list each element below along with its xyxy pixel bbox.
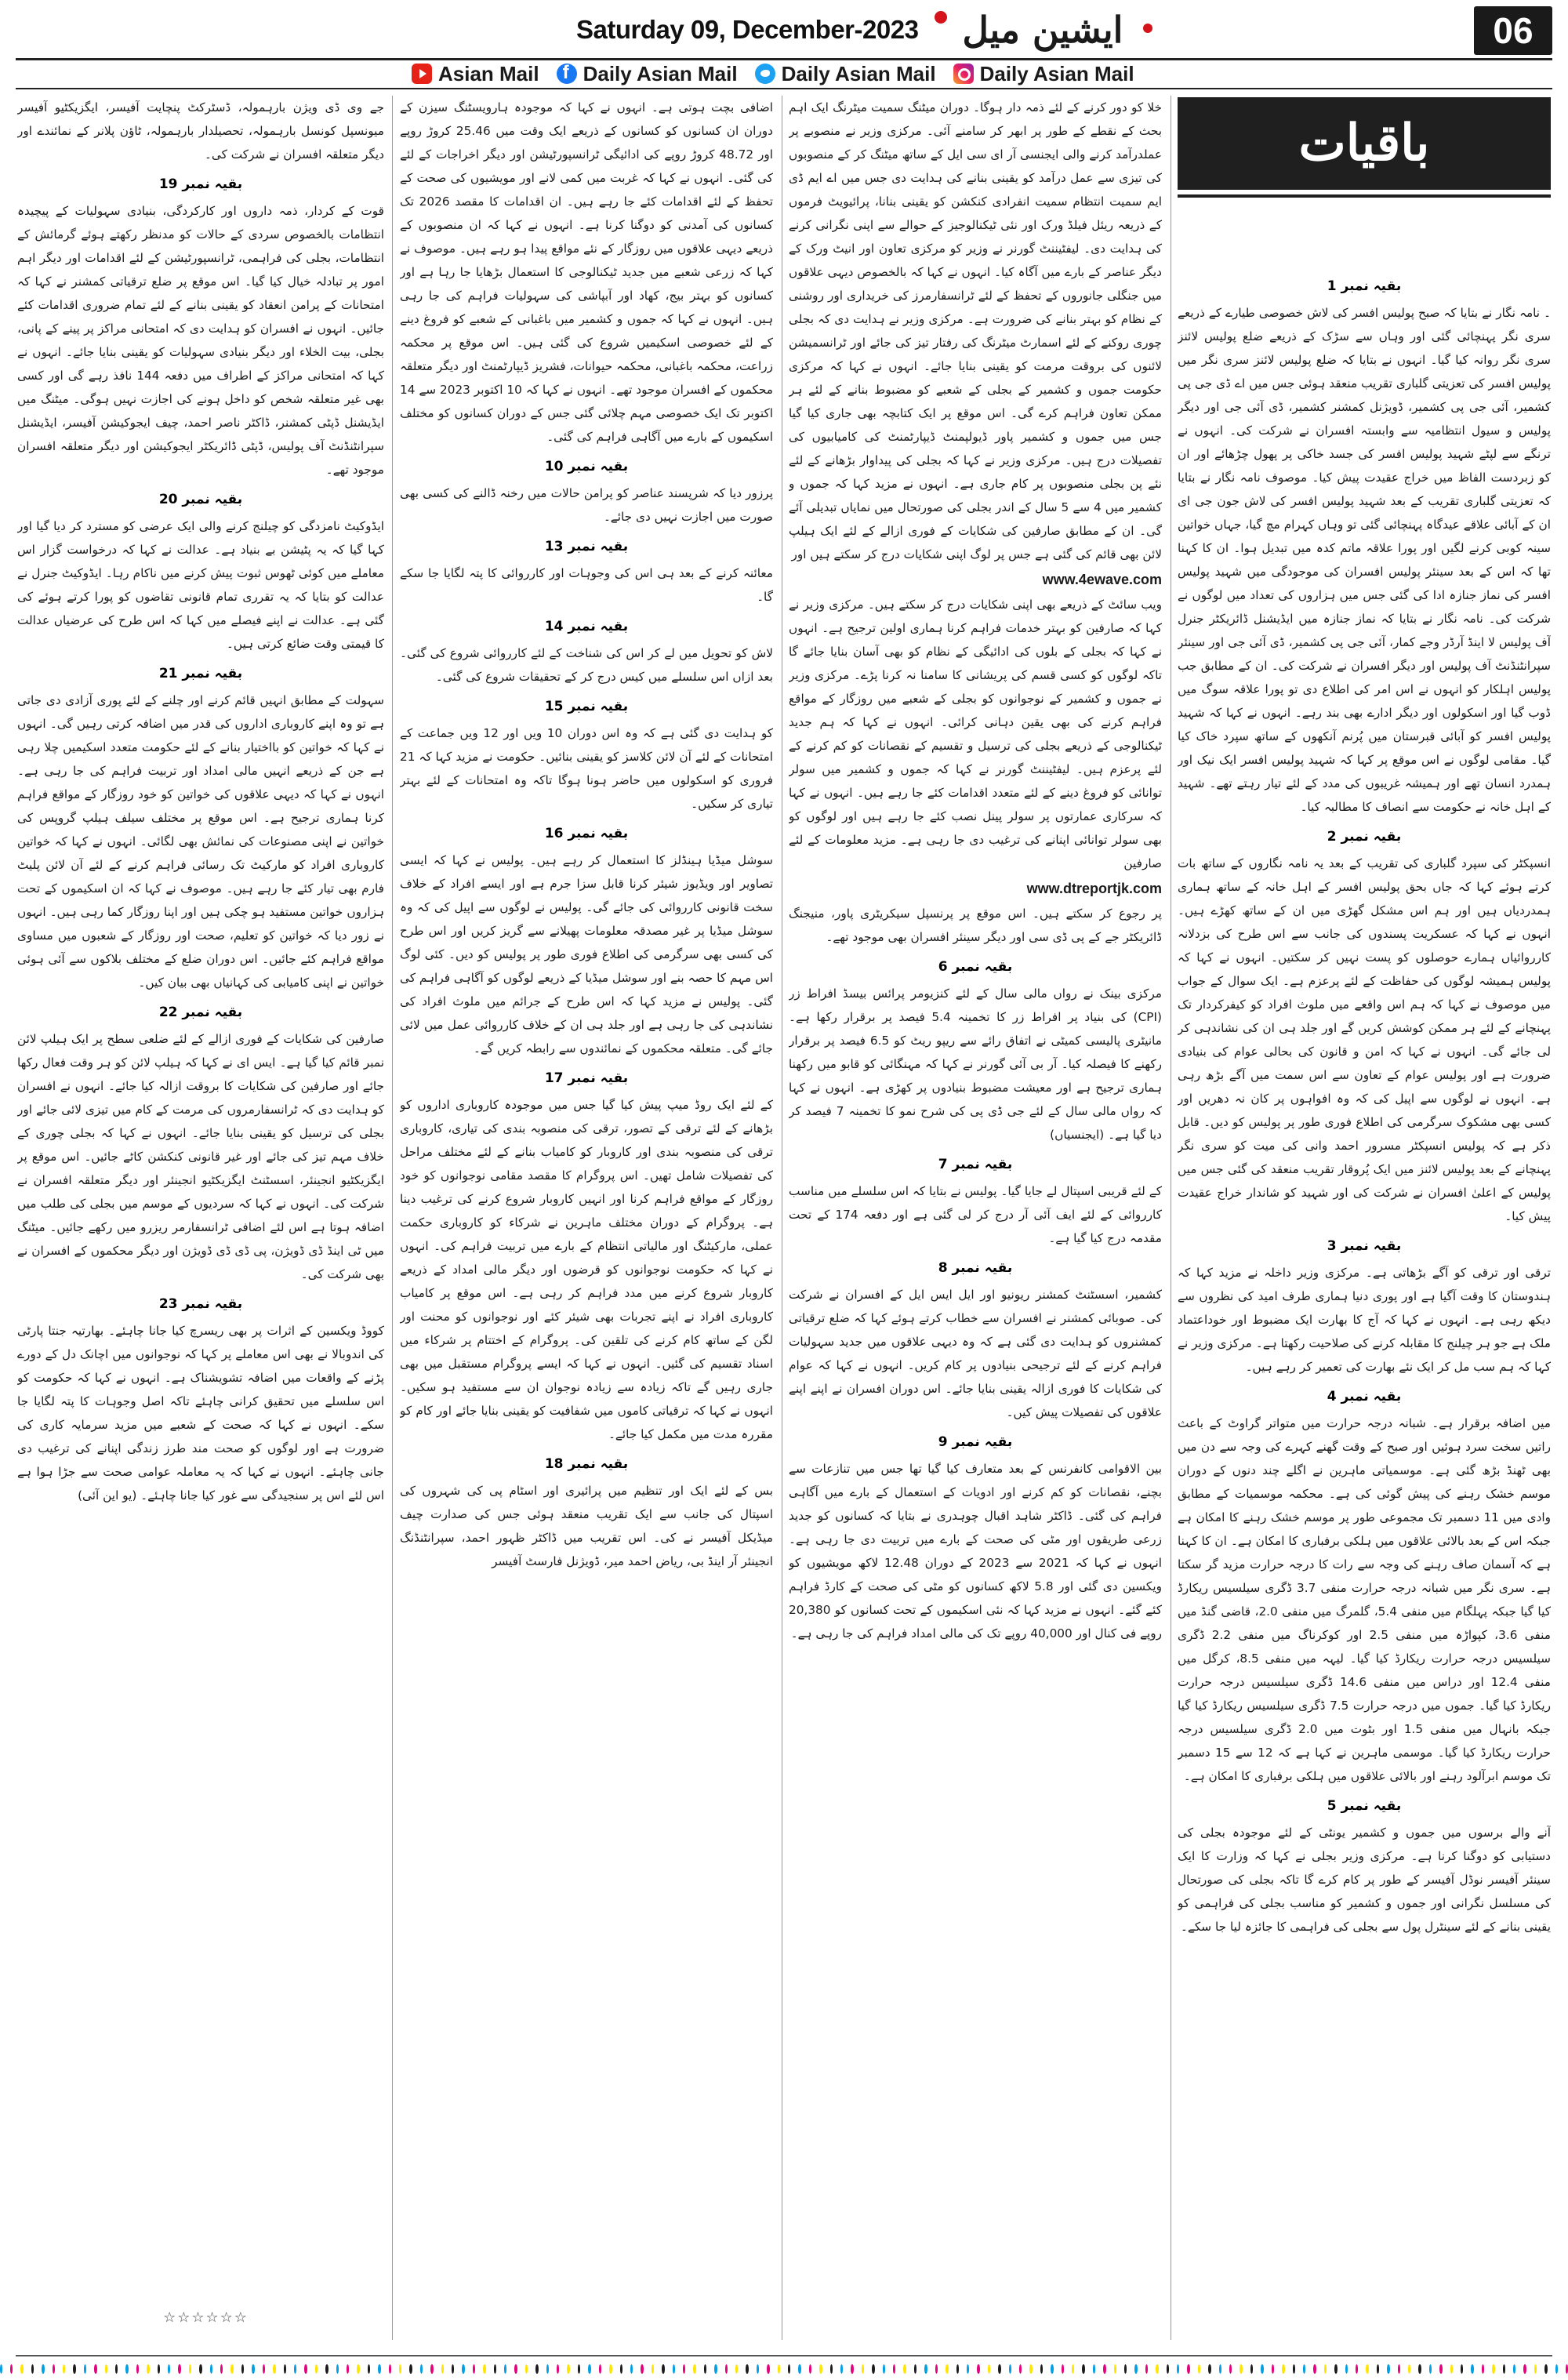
article-text: ایڈوکیٹ نامزدگی کو چیلنج کرنے والی ایک عرضی کو مسترد کر دیا گیا اور کہا گیا کہ یہ پٹیشن بے بنیاد ہے۔ عدالت نے کہا کہ درخواست گزار اس معاملے میں کوئی ٹھوس ثبوت پیش کرنے میں ناکام رہا۔ ایڈوکیٹ جنرل نے عدالت کو بتایا کہ یہ تقرری تمام قانونی تقاضوں کو پورا کرتے ہوئے کی گئی ہے۔ عدالت نے اپنے فیصلے میں کہا کہ اس طرح کی عرضیاں عدالت کا قیمتی وقت ضائع کرتی ہیں۔ xyxy=(17,519,384,651)
registration-dot xyxy=(578,2364,580,2374)
registration-dot xyxy=(1062,2364,1064,2374)
registration-dot xyxy=(1282,2364,1284,2374)
instagram-icon xyxy=(953,64,974,84)
article-text: اضافی بچت ہوتی ہے۔ انہوں نے کہا کہ موجودہ ہارویسٹنگ سیزن کے دوران ان کسانوں کو کسانوں کے ذریعے ایک وقت میں 25.46 کروڑ روپے اور 48.72 کروڑ روپے کی ادائیگی ٹرانسپورٹیشن اور دیگر اخراجات کے لئے کی گئی۔ انہوں نے کہا کہ غربت میں کمی لانے اور مویشیوں کی صحت کے تحفظ کے لئے اقدامات کئے جا رہے ہیں۔ ان اقدامات کا مقصد 2026 تک کسانوں کی آمدنی کو دوگنا کرنا ہے۔ انہوں نے کہا کہ ان منصوبوں کے ذریعے دیہی علاقوں میں روزگار کے نئے مواقع پیدا ہو رہے ہیں۔ موصوف نے کہا کہ زرعی شعبے میں جدید ٹیکنالوجی کا استعمال بڑھایا جا رہا ہے اور کسانوں کو بہتر بیج، کھاد اور آبپاشی کی سہولیات فراہم کی جا رہی ہیں۔ انہوں نے کہا کہ جموں و کشمیر میں باغبانی کے شعبے کو فروغ دینے کے لئے خصوصی اسکیمیں شروع کی گئی ہیں۔ اس موقع پر محکمہ زراعت، محکمہ باغبانی، محکمہ حیوانات، فشریز ڈیپارٹمنٹ اور دیگر متعلقہ محکموں کے افسران موجود تھے۔ انہوں نے کہا کہ 10 اکتوبر 2023 سے 14 اکتوبر تک ایک خصوصی مہم چلائی گئی جس کے دوران کسانوں کو مختلف اسکیموں کے بارے میں آگاہی فراہم کی گئی۔ xyxy=(400,100,773,444)
registration-dot xyxy=(725,2364,728,2374)
registration-dot xyxy=(115,2364,118,2374)
registration-dot xyxy=(494,2364,496,2374)
article-text: میں اضافہ برقرار ہے۔ شبانہ درجہ حرارت میں متواتر گراوٹ کے باعث راتیں سخت سرد ہوئیں اور صبح کے وقت گھنے کہرے کی وجہ سے دن میں بھی ٹھنڈ بڑھ گئی ہے۔ موسمیاتی ماہرین نے اگلے چند دنوں کے دوران موسم خشک رہنے کی پیش گوئی کی ہے۔ محکمہ موسمیات کے مطابق وادی میں 11 دسمبر تک مجموعی طور پر موسم خشک رہنے کا امکان ہے جبکہ اس کے بعد بالائی علاقوں میں ہلکی برفباری کا امکان ہے۔ ان کا کہنا ہے کہ آسمان صاف رہنے کی وجہ سے رات کا درجہ حرارت مزید گر سکتا ہے۔ سری نگر میں شبانہ درجہ حرارت منفی 3.7 ڈگری سیلسیس ریکارڈ کیا گیا جبکہ پہلگام میں منفی 5.4، گلمرگ میں منفی 2.0، قاضی گنڈ میں منفی 3.6، کپواڑہ میں منفی 2.5 اور کوکرناگ میں منفی 2.2 ڈگری سیلسیس درجہ حرارت ریکارڈ کیا گیا۔ لیہہ میں منفی 8.5، کرگل میں منفی 12.4 اور دراس میں منفی 14.6 ڈگری سیلسیس درجہ حرارت ریکارڈ کیا گیا۔ جموں میں درجہ حرارت 7.5 ڈگری سیلسیس ریکارڈ کیا گیا جبکہ بانہال میں منفی 1.5 اور بٹوت میں 2.0 ڈگری سیلسیس درجہ حرارت ریکارڈ کیا گیا۔ موسمی ماہرین نے کہا ہے کہ 12 سے 15 دسمبر تک موسم ابرآلود رہنے اور بالائی علاقوں میں ہلکی برفباری کا امکان ہے۔ xyxy=(1178,1416,1551,1783)
continuation-heading: بقیہ نمبر 10 xyxy=(544,459,629,474)
registration-dot xyxy=(735,2364,738,2374)
article-text: بس کے لئے ایک اور تنظیم میں پرائیری اور اسٹام پی کی شہروں کی اسپتال کی جانب سے ایک تقریب منعقد ہوئی جس کی صدارت چیف میڈیکل آفیسر نے کی۔ اس تقریب میں ڈاکٹر ظہور احمد، سپرانٹنڈنگ انجینئر آر اینڈ بی، ریاض احمد میر، ڈویژنل فارسٹ آفیسر xyxy=(400,1484,773,1568)
registration-dot xyxy=(53,2364,55,2374)
registration-dot xyxy=(704,2364,706,2374)
registration-dot xyxy=(325,2364,328,2374)
registration-dot xyxy=(819,2364,822,2374)
article-text: جے وی ڈی ویژن بارہمولہ، ڈسٹرکٹ پنچایت آفیسر، ایگزیکٹیو آفیسر میونسپل کونسل بارہمولہ، تحصیلدار بارہمولہ، ٹاؤن پلانر کے نمائندے اور دیگر متعلقہ افسران نے شرکت کی۔ xyxy=(17,100,384,162)
registration-dot xyxy=(1124,2364,1127,2374)
registration-dot xyxy=(189,2364,191,2374)
registration-dot xyxy=(336,2364,339,2374)
registration-dot xyxy=(1492,2364,1494,2374)
registration-dot xyxy=(230,2364,233,2374)
registration-dot xyxy=(1513,2364,1515,2374)
registration-dot xyxy=(347,2364,349,2374)
registration-dot xyxy=(84,2364,86,2374)
registration-dot xyxy=(1177,2364,1179,2374)
registration-dot xyxy=(1261,2364,1263,2374)
registration-dot xyxy=(1208,2364,1210,2374)
article-text: سوشل میڈیا ہینڈلز کا استعمال کر رہے ہیں۔ پولیس نے کہا کہ ایسی تصاویر اور ویڈیوز شیئر کرنا قابل سزا جرم ہے اور ایسے افراد کے خلاف سخت قانونی کارروائی کی جائے گی۔ پولیس نے لوگوں سے اپیل کی کہ وہ سوشل میڈیا پر غیر مصدقہ معلومات پھیلانے سے گریز کریں اور اس طرح کی کسی بھی سرگرمی کی اطلاع فوری طور پر پولیس کو دیں۔ کئی لوگ اس مہم کا حصہ بنے اور سوشل میڈیا کے ذریعے لوگوں کو آگاہی فراہم کی گئی۔ پولیس نے مزید کہا کہ اس طرح کے جرائم میں ملوث افراد کی نشاندہی کی جا رہی ہے اور جلد ہی ان کے خلاف کارروائی عمل میں لائی جائے گی۔ متعلقہ محکموں کے نمائندوں سے رابطہ کریں گے۔ xyxy=(400,853,773,1056)
column-divider xyxy=(392,96,393,2340)
registration-dot xyxy=(935,2364,938,2374)
registration-dot xyxy=(430,2364,433,2374)
registration-dot xyxy=(1009,2364,1011,2374)
registration-dot xyxy=(525,2364,528,2374)
continuation-heading: بقیہ نمبر 14 xyxy=(544,619,629,634)
registration-dot xyxy=(862,2364,864,2374)
registration-dot xyxy=(136,2364,139,2374)
registration-dot xyxy=(1093,2364,1095,2374)
continuation-heading: بقیہ نمبر 17 xyxy=(544,1070,629,1086)
registration-dot xyxy=(630,2364,633,2374)
registration-dot xyxy=(673,2364,675,2374)
registration-dot xyxy=(1398,2364,1400,2374)
registration-dot xyxy=(1356,2364,1358,2374)
registration-dot xyxy=(662,2364,664,2374)
article-text: ترقی اور ترقی کو آگے بڑھاتی ہے۔ مرکزی وزیر داخلہ نے مزید کہا کہ ہندوستان کا وقت آگیا ہے اور پوری دنیا ہماری طرف امید کی نظروں سے دیکھ رہی ہے۔ انہوں نے کہا کہ آج کا بھارت ایک مضبوط اور خوداعتماد ملک ہے جو ہر چیلنج کا مقابلہ کرنے کی صلاحیت رکھتا ہے۔ مرکزی وزیر نے کہا کہ ہم سب مل کر ایک نئے بھارت کی تعمیر کر رہے ہیں۔ xyxy=(1178,1266,1551,1374)
registration-dot xyxy=(452,2364,454,2374)
registration-dot xyxy=(241,2364,244,2374)
registration-dot xyxy=(557,2364,559,2374)
registration-dot xyxy=(315,2364,318,2374)
social-label: Daily Asian Mail xyxy=(781,61,936,85)
registration-dot xyxy=(840,2364,843,2374)
registration-dot xyxy=(1439,2364,1442,2374)
registration-dot xyxy=(420,2364,423,2374)
registration-dot xyxy=(1418,2364,1421,2374)
registration-dot xyxy=(1334,2364,1337,2374)
registration-dot xyxy=(125,2364,128,2374)
social-label: Asian Mail xyxy=(438,61,539,85)
registration-dot xyxy=(1544,2364,1547,2374)
registration-dot xyxy=(389,2364,391,2374)
registration-dot xyxy=(1429,2364,1432,2374)
continuation-heading: بقیہ نمبر 6 xyxy=(938,959,1013,975)
article-text: پرزور دیا کہ شرپسند عناصر کو پرامن حالات میں رخنہ ڈالنے کی کسی بھی صورت میں اجازت نہیں دی جائے۔ xyxy=(400,486,773,524)
registration-dot xyxy=(620,2364,622,2374)
article-text: کووڈ ویکسین کے اثرات پر بھی ریسرچ کیا جانا چاہئے۔ بھارتیہ جنتا پارٹی کی اندوبالا نے بھی اس معاملے پر کہا کہ نوجوانوں میں اچانک دل کے دورے پڑنے کے واقعات میں اضافہ تشویشناک ہے۔ انہوں نے کہا کہ حکومت کو اس سلسلے میں تحقیق کرانی چاہئے تاکہ اصل وجوہات کا پتہ لگایا جا سکے۔ انہوں نے کہا کہ صحت کے شعبے میں مزید سرمایہ کاری کی ضرورت ہے اور لوگوں کو صحت مند طرز زندگی اپنانے کی ترغیب دی جانی چاہئے۔ انہوں نے کہا کہ یہ معاملہ عوامی صحت سے جڑا ہوا ہے اس لئے اس پر سنجیدگی سے غور کیا جانا چاہئے۔ (یو این آئی) xyxy=(17,1324,384,1502)
article-text: کشمیر، اسسٹنٹ کمشنر ریونیو اور ایل ایس ایل کے افسران نے شرکت کی۔ صوبائی کمشنر نے افسران سے خطاب کرتے ہوئے کہا کہ ضلع ترقیاتی کمشنروں کو ہدایت دی گئی ہے کہ وہ دیہی علاقوں میں جدید سہولیات فراہم کرنے کے لئے ترجیحی بنیادوں پر کام کریں۔ انہوں نے کہا کہ عوام کی شکایات کا فوری ازالہ یقینی بنایا جائے۔ اس دوران افسران نے اپنے اپنے علاقوں کی تفصیلات پیش کیں۔ xyxy=(789,1288,1162,1419)
page-number: 06 xyxy=(1474,6,1552,55)
registration-dot xyxy=(441,2364,444,2374)
continuation-heading: بقیہ نمبر 18 xyxy=(544,1456,629,1472)
registration-dot xyxy=(914,2364,916,2374)
registration-dot xyxy=(252,2364,254,2374)
newspaper-logo: ایشین میل xyxy=(962,9,1123,51)
registration-dot xyxy=(105,2364,107,2374)
social-label: Daily Asian Mail xyxy=(979,61,1134,85)
registration-dot xyxy=(946,2364,948,2374)
registration-dot xyxy=(73,2364,75,2374)
registration-dot xyxy=(683,2364,685,2374)
registration-dot xyxy=(746,2364,748,2374)
registration-dot xyxy=(1250,2364,1253,2374)
article-column-2 xyxy=(789,96,1162,2340)
registration-dot xyxy=(535,2364,538,2374)
article-text: کے لئے قریبی اسپتال لے جایا گیا۔ پولیس نے بتایا کہ اس سلسلے میں مناسب کارروائی کے لئے ایف آئی آر درج کر لی گئی ہے اور دفعہ 174 کے تحت مقدمہ درج کیا گیا ہے۔ xyxy=(789,1184,1162,1245)
article-text: سہولت کے مطابق انہیں قائم کرنے اور چلنے کے لئے پوری آزادی دی جاتی ہے تو وہ اپنے کاروباری اداروں کی قدر میں اضافہ کرتی رہیں گی۔ انہوں نے کہا کہ خواتین کو بااختیار بنانے کے لئے حکومت متعدد اسکیمیں چلا رہی ہے جن کے ذریعے انہیں مالی امداد اور تربیت فراہم کی جا رہی ہے۔ انہوں نے کہا کہ دیہی علاقوں کی خواتین کو خود روزگار کے مواقع فراہم کرنا ہماری ترجیح ہے۔ اس موقع پر مختلف سیلف ہیلپ گروپس کی خواتین نے اپنی مصنوعات کی نمائش بھی لگائی۔ انہوں نے کہا کہ خواتین کاروباری افراد کو مارکیٹ تک رسائی فراہم کرنے کے لئے آن لائن پلیٹ فارم بھی تیار کئے جا رہے ہیں۔ موصوف نے کہا کہ ان اسکیموں کے تحت ہزاروں خواتین مستفید ہو چکی ہیں اور اپنا روزگار کما رہی ہیں۔ انہوں نے زور دیا کہ خواتین کو تعلیم، صحت اور روزگار کے شعبوں میں مساوی مواقع فراہم کئے جائیں۔ اس دوران ضلع کے مختلف بلاکوں سے آئی ہوئی خواتین نے اپنی کامیابی کی کہانیاں بھی بیان کیں۔ xyxy=(17,693,384,990)
registration-dot xyxy=(284,2364,286,2374)
registration-dot xyxy=(1366,2364,1368,2374)
registration-dot xyxy=(830,2364,833,2374)
registration-dot xyxy=(1303,2364,1305,2374)
article-text: کو ہدایت دی گئی ہے کہ وہ اس دوران 10 ویں اور 12 ویں جماعت کے امتحانات کے لئے آن لائن کلاسز کو یقینی بنائیں۔ حکومت نے مزید کہا کہ 21 فروری کو اسکولوں میں حاضر ہونا ہوگا تاکہ وہ امتحانات کے لئے بہتر تیاری کر سکیں۔ xyxy=(400,726,773,811)
website-url: www.4ewave.com xyxy=(1042,572,1162,587)
registration-dot xyxy=(956,2364,959,2374)
continuation-heading: بقیہ نمبر 3 xyxy=(1327,1238,1402,1254)
registration-dot xyxy=(1471,2364,1473,2374)
print-footer xyxy=(0,2349,1568,2380)
continuation-heading: بقیہ نمبر 8 xyxy=(938,1260,1013,1276)
section-title-rule xyxy=(1178,194,1551,198)
continuation-heading: بقیہ نمبر 23 xyxy=(158,1296,243,1312)
continuation-heading: بقیہ نمبر 5 xyxy=(1327,1798,1402,1814)
registration-dot xyxy=(147,2364,149,2374)
registration-dot xyxy=(588,2364,590,2374)
registration-dot xyxy=(977,2364,979,2374)
registration-dot xyxy=(357,2364,359,2374)
registration-dot xyxy=(210,2364,212,2374)
registration-dot xyxy=(273,2364,275,2374)
registration-dot xyxy=(368,2364,370,2374)
continuation-heading: بقیہ نمبر 4 xyxy=(1327,1389,1402,1404)
registration-dot xyxy=(1145,2364,1148,2374)
article-column-1 xyxy=(1178,268,1551,2340)
registration-dot xyxy=(1072,2364,1074,2374)
social-link-instagram[interactable] xyxy=(953,62,1134,86)
registration-dot xyxy=(42,2364,44,2374)
article-column-3 xyxy=(400,96,773,2340)
registration-dot xyxy=(1134,2364,1137,2374)
registration-dot xyxy=(1324,2364,1327,2374)
continuation-heading: بقیہ نمبر 13 xyxy=(544,539,629,554)
article-text: آنے والے برسوں میں جموں و کشمیر یونٹی کے لئے موجودہ بجلی کی دستیابی کو دوگنا کرنا ہے۔ مرکزی وزیر بجلی نے کہا کہ وزارت کا ایک سینئر آفیسر نوڈل آفیسر کے طور پر کام کرے گا تاکہ بجلی کی صورتحال کی مسلسل نگرانی اور جموں و کشمیر کو مناسب بجلی کی فراہمی کو یقینی بنانے کے لئے سینٹرل پول سے بجلی کی فراہمی کا جائزہ لیا جا سکے۔ xyxy=(1178,1826,1551,1934)
twitter-icon xyxy=(755,64,775,84)
registration-dot xyxy=(263,2364,265,2374)
section-title: باقیات xyxy=(1178,97,1551,190)
registration-dot xyxy=(1219,2364,1221,2374)
registration-dot xyxy=(1082,2364,1084,2374)
registration-dot xyxy=(599,2364,601,2374)
registration-dot xyxy=(0,2364,2,2374)
registration-dot xyxy=(514,2364,517,2374)
registration-dot xyxy=(998,2364,1000,2374)
registration-dot xyxy=(714,2364,717,2374)
registration-dot xyxy=(967,2364,969,2374)
registration-dot xyxy=(1387,2364,1389,2374)
registration-dot xyxy=(1156,2364,1158,2374)
continuation-heading: بقیہ نمبر 1 xyxy=(1327,278,1402,294)
youtube-icon xyxy=(412,64,432,84)
registration-dot xyxy=(1040,2364,1043,2374)
registration-dot xyxy=(778,2364,780,2374)
registration-dot xyxy=(1029,2364,1032,2374)
registration-dot xyxy=(798,2364,800,2374)
registration-dot xyxy=(473,2364,475,2374)
registration-dot xyxy=(641,2364,643,2374)
registration-dot xyxy=(1187,2364,1189,2374)
registration-dot xyxy=(220,2364,223,2374)
article-text: بین الاقوامی کانفرنس کے بعد متعارف کیا گیا تھا جس میں تنازعات سے بچنے، نقصانات کو کم کرنے اور ادویات کے استعمال کے بارے میں آگاہی فراہم کی گئی۔ ڈاکٹر شاہد اقبال چوہدری نے بتایا کہ کسانوں کو جدید زرعی طریقوں اور مٹی کی صحت کے بارے میں تربیت دی جا رہی ہے۔ انہوں نے کہا کہ 2021 سے 2023 کے دوران 12.48 لاکھ مویشیوں کو ویکسین دی گئی اور 5.8 لاکھ کسانوں کو مٹی کی صحت کے کارڈ فراہم کئے گئے۔ انہوں نے مزید کہا کہ نئی اسکیموں کے تحت کسانوں کو 20,380 روپے فی کنال اور 40,000 روپے تک کی مالی امداد فراہم کی جا رہی ہے۔ xyxy=(789,1462,1162,1641)
registration-dot xyxy=(988,2364,990,2374)
registration-dot xyxy=(504,2364,506,2374)
registration-dot xyxy=(1198,2364,1200,2374)
registration-dot xyxy=(809,2364,811,2374)
registration-dot xyxy=(199,2364,201,2374)
registration-dot xyxy=(1377,2364,1379,2374)
registration-dot xyxy=(788,2364,790,2374)
article-text: صارفین کی شکایات کے فوری ازالے کے لئے ضلعی سطح پر ایک ہیلپ لائن نمبر قائم کیا گیا ہے۔ ایس ای نے کہا کہ ہیلپ لائن کو ہر وقت فعال رکھا جائے اور صارفین کی شکایات کا بروقت ازالہ کیا جائے۔ انہوں نے افسران کو ہدایت دی کہ ٹرانسفارمروں کی مرمت کے کام میں تیزی لائی جائے اور بجلی کی ترسیل کو یقینی بنایا جائے۔ انہوں نے کہا کہ بجلی چوری کے خلاف مہم تیز کی جائے اور غیر قانونی کنکشن کاٹے جائیں۔ اس موقع پر ایگزیکٹیو انجینئر، اسسٹنٹ ایگزیکٹیو انجینئر اور دیگر متعلقہ افسران نے شرکت کی۔ انہوں نے کہا کہ سردیوں کے موسم میں بجلی کی طلب میں اضافہ ہوتا ہے اس لئے اضافی ٹرانسفارمر ریزرو میں رکھے جائیں۔ میٹنگ میں ٹی اینڈ ڈی ڈویژن، پی ڈی ڈی ڈویژن اور دیگر محکموں کے افسران نے بھی شرکت کی۔ xyxy=(17,1032,384,1281)
registration-dot xyxy=(1103,2364,1105,2374)
registration-dot xyxy=(1345,2364,1348,2374)
article-text: لاش کو تحویل میں لے کر اس کی شناخت کے لئے کارروائی شروع کی گئی۔ بعد ازاں اس سلسلے میں کیس درج کر کے تحقیقات شروع کی گئی۔ xyxy=(400,646,773,684)
article-text: ویب سائٹ کے ذریعے بھی اپنی شکایات درج کر سکتے ہیں۔ مرکزی وزیر نے کہا کہ صارفین کو بہتر خدمات فراہم کرنا ہماری اولین ترجیح ہے۔ انہوں نے کہا کہ بجلی کے بلوں کی ادائیگی کے نظام کو بھی آسان بنایا جائے گا تاکہ لوگوں کو کسی قسم کی پریشانی کا سامنا نہ کرنا پڑے۔ مرکزی وزیر نے جموں و کشمیر کے نوجوانوں کو بجلی کے شعبے میں روزگار کے مواقع فراہم کرنے کی بھی یقین دہانی کرائی۔ انہوں نے کہا کہ ہم جدید ٹیکنالوجی کے ذریعے بجلی کی ترسیل و تقسیم کے نقصانات کو کم کرنے کے لئے پرعزم ہیں۔ لیفٹیننٹ گورنر نے کہا کہ جموں و کشمیر میں سولر توانائی کو فروغ دینے کے لئے متعدد اقدامات کئے جا رہے ہیں۔ انہوں نے کہا کہ سرکاری عمارتوں پر سولر پینل نصب کئے جا رہے ہیں اور لوگوں کو بھی سولر توانائی اپنانے کی ترغیب دی جا رہی ہے۔ مزید معلومات کے لئے صارفین xyxy=(789,598,1162,870)
social-link-youtube[interactable] xyxy=(412,62,539,86)
article-text: ۔ نامہ نگار نے بتایا کہ صبح پولیس افسر کی لاش خصوصی طیارے کے ذریعے سری نگر پہنچائی گئی اور وہاں سے سڑک کے ذریعے ضلع پولیس لائنز سری نگر روانہ کیا گیا۔ انہوں نے بتایا کہ ضلع پولیس لائنز سری نگر میں پولیس افسر کی تعزیتی گلباری تقریب منعقد ہوئی جس میں اے ڈی جی پی کشمیر، آئی جی پی کشمیر، ڈویژنل کمشنر کشمیر، ڈی آئی جی اور دیگر پولیس و سیول انتظامیہ سے وابستہ افسران نے شرکت کی۔ انہوں نے ترنگے سے لپٹے شہید پولیس افسر کی جسد خاکی پر پھول چڑھائے اور ان کو زبردست الفاظ میں خراج عقیدت پیش کیا۔ موصوف نامہ نگار نے بتایا کہ تعزیتی گلباری تقریب کے بعد شہید پولیس افسر کی لاش جون جی ای ان کے آبائی علاقے عیدگاہ پہنچائی گئی تو وہاں کہرام مچ گیا، جہاں خواتین سینہ کوبی کرنے لگیں اور پورا علاقہ ماتم کدہ میں تبدیل ہوا۔ ان کا کہنا تھا کہ اس کے بعد سینئر پولیس افسران کی موجودگی میں شہید پولیس افسر کی نماز جنازہ ادا کی گئی جس میں ہزاروں کی تعداد میں لوگوں نے شرکت کی۔ نامہ نگار نے بتایا کہ نماز جنازہ میں ایڈیشنل ڈائریکٹر جنرل آف پولیس لا اینڈ آرڈر وجے کمار، آئی جی پی کشمیر، ڈی آئی جی اور سینئر سپرانٹنڈنٹ آف پولیس اور دیگر افسران نے شرکت کی۔ ان کے مطابق جب پولیس اہلکار کو انہوں نے اس امر کی اطلاع دی تو پورا علاقہ سوگ میں ڈوب گیا اور اسکولوں اور دیگر ادارے بھی بند رہے۔ انہوں نے کہا کہ شہید پولیس افسر کو آبائی قبرستان میں پُرنم آنکھوں کے ساتھ سپرد خاک کیا گیا۔ مقامی لوگوں نے اس موقع پر کہا کہ شہید پولیس افسر ایک نیک اور ہمدرد انسان تھے اور ہمیشہ غریبوں کی مدد کے لئے تیار رہتے تھے۔ شہید کے اہل خانہ نے حکومت سے انصاف کا مطالبہ کیا۔ xyxy=(1178,306,1551,814)
header-rule xyxy=(16,88,1552,89)
registration-dot xyxy=(1503,2364,1505,2374)
continuation-heading: بقیہ نمبر 22 xyxy=(158,1005,243,1020)
registration-dot xyxy=(1555,2364,1558,2374)
registration-dot xyxy=(903,2364,906,2374)
facebook-icon xyxy=(557,64,577,84)
article-text: کے لئے ایک روڈ میپ پیش کیا گیا جس میں موجودہ کاروباری اداروں کو بڑھانے کے لئے ترقی کے تصور، ترقی کی منصوبہ بندی کی تیاری، کاروباری ترقی کی منصوبہ بندی اور کاروبار کو کامیاب بنانے کے لئے مختلف مراحل کی تفصیلات شامل تھیں۔ اس پروگرام کا مقصد مقامی نوجوانوں کو خود روزگار کے مواقع فراہم کرنا اور انہیں کاروبار شروع کرنے کی ترغیب دینا ہے۔ پروگرام کے دوران مختلف ماہرین نے شرکاء کو کاروباری حکمت عملی، مارکیٹنگ اور مالیاتی انتظام کے بارے میں تربیت فراہم کی۔ انہوں نے کہا کہ حکومت نوجوانوں کو قرضوں اور دیگر مالی امداد کے ذریعے کاروبار شروع کرنے میں مدد فراہم کر رہی ہے۔ اس موقع پر کامیاب کاروباری افراد نے اپنے تجربات بھی شیئر کئے اور نوجوانوں کو محنت اور لگن کے ساتھ کام کرنے کی تلقین کی۔ پروگرام کے اختتام پر شرکاء میں اسناد تقسیم کی گئیں۔ انہوں نے کہا کہ ایسے پروگرام مستقبل میں بھی جاری رہیں گے تاکہ زیادہ سے زیادہ نوجوان ان سے مستفید ہو سکیں۔ انہوں نے کہا کہ ترقیاتی کاموں میں شفافیت کو یقینی بنایا جائے اور کام کو مقررہ مدت میں مکمل کیا جائے۔ xyxy=(400,1098,773,1441)
registration-dot xyxy=(378,2364,380,2374)
article-column-4 xyxy=(17,96,384,2340)
registration-dot xyxy=(1313,2364,1316,2374)
registration-dot xyxy=(10,2364,13,2374)
registration-dot xyxy=(158,2364,160,2374)
registration-dot xyxy=(757,2364,759,2374)
registration-dot xyxy=(1461,2364,1463,2374)
social-link-facebook[interactable] xyxy=(557,62,738,86)
registration-dot xyxy=(1114,2364,1116,2374)
article-text: قوت کے کردار، ذمہ داروں اور کارکردگی، بنیادی سہولیات کے پیچیدہ انتظامات بالخصوص سردی کے حالات کو مدنظر رکھتے ہوئے گرمائش کے انتظامات، بجلی کی فراہمی، ٹرانسپورٹیشن کے لئے اقدامات اور دیگر اہم امور پر تبادلہ خیال کیا گیا۔ اس موقع پر ضلع ترقیاتی کمشنر نے کہا کہ امتحانات کے پرامن انعقاد کو یقینی بنانے کے لئے تمام ضروری اقدامات کئے جائیں۔ انہوں نے افسران کو ہدایت دی کہ امتحانی مراکز پر پینے کے پانی، بجلی، بیت الخلاء اور دیگر بنیادی سہولیات کو یقینی بنایا جائے۔ انہوں نے کہا کہ امتحانی مراکز کے اطراف میں دفعہ 144 نافذ رہے گی اور کسی بھی غیر متعلقہ شخص کو داخل ہونے کی اجازت نہیں ہوگی۔ میٹنگ میں ایڈیشنل ڈپٹی کمشنر، ڈاکٹر ناصر احمد، چیف ایجوکیشن آفیسر، ایڈیشنل سپرانٹنڈنٹ آف پولیس، ڈپٹی ڈائریکٹر ایجوکیشن اور دیگر متعلقہ افسران موجود تھے۔ xyxy=(17,204,384,477)
registration-dot xyxy=(893,2364,895,2374)
article-text: معائنہ کرنے کے بعد ہی اس کی وجوہات اور کارروائی کا پتہ لگایا جا سکے گا۔ xyxy=(400,566,773,604)
registration-dot xyxy=(924,2364,927,2374)
registration-dot xyxy=(883,2364,885,2374)
continuation-heading: بقیہ نمبر 21 xyxy=(158,666,243,681)
registration-dot xyxy=(1534,2364,1537,2374)
social-links xyxy=(412,60,1203,88)
logo-dot xyxy=(1143,24,1152,33)
registration-dot xyxy=(872,2364,874,2374)
social-link-twitter[interactable] xyxy=(755,62,936,86)
continuation-heading: بقیہ نمبر 9 xyxy=(938,1434,1013,1450)
registration-dot xyxy=(1408,2364,1410,2374)
issue-date: Saturday 09, December-2023 xyxy=(576,15,919,44)
registration-dot xyxy=(20,2364,23,2374)
registration-dot xyxy=(767,2364,769,2374)
continuation-heading: بقیہ نمبر 15 xyxy=(544,699,629,714)
registration-strip xyxy=(0,2364,1568,2374)
registration-dot xyxy=(1293,2364,1295,2374)
registration-dot xyxy=(409,2364,412,2374)
end-mark: ☆☆☆☆☆☆ xyxy=(163,2309,249,2326)
continuation-heading: بقیہ نمبر 2 xyxy=(1327,829,1402,845)
continuation-heading: بقیہ نمبر 7 xyxy=(938,1157,1013,1172)
registration-dot xyxy=(546,2364,549,2374)
registration-dot xyxy=(168,2364,170,2374)
registration-dot xyxy=(304,2364,307,2374)
article-text: خلا کو دور کرنے کے لئے ذمہ دار ہوگا۔ دوران میٹنگ سمیت میٹرنگ ایک اہم بحث کے نقطے کے طور پر ابھر کر سامنے آئی۔ مرکزی وزیر نے منصوبے پر عملدرآمد کرنے والی ایجنسی آر ای سی ایل کے ساتھ میٹنگ کر کے منصوبوں کی تیزی سے عمل درآمد کو یقینی بنانے کی ہدایت دی جس میں اے ایم ڈی ایم سمیت انتظام سمیت انفرادی کنکشن کو یقینی بنانا، پرائیویٹ فرموں کے ذریعہ ریئل فیلڈ ورک اور نئی ٹیکنالوجیز کے حوالے سے اپنی نگرانی کرنے کی ہدایت دی۔ لیفٹیننٹ گورنر نے وزیر کو مرکزی تعاون اور انیٹ ورک کے دیگر عناصر کے بارے میں آگاہ کیا۔ انہوں نے کہا کہ بالخصوص دیہی علاقوں میں جنگلی جانوروں کے تحفظ کے لئے ٹرانسفارمرز کی خریداری اور روشنی کے نظام کو بہتر بنانے کی ضرورت ہے۔ مرکزی وزیر نے ہدایت دی کہ بجلی چوری روکنے کے لئے اسمارٹ میٹرنگ کی رفتار تیز کی جائے اور ٹرانسمیشن لائنوں کی بروقت مرمت کو یقینی بنایا جائے۔ انہوں نے کہا کہ مرکزی حکومت جموں و کشمیر کے بجلی کے شعبے کو مضبوط بنانے کے لئے ہر ممکن تعاون فراہم کرے گی۔ اس موقع پر ایک کتابچہ بھی جاری کیا گیا جس میں جموں و کشمیر پاور ڈیولپمنٹ ڈیپارٹمنٹ کی کامیابیوں کی تفصیلات درج ہیں۔ مرکزی وزیر نے کہا کہ بجلی کی پیداوار بڑھانے کے لئے نئے پن بجلی منصوبوں پر کام جاری ہے۔ انہوں نے مزید کہا کہ جموں و کشمیر میں 4 سے 5 سال کے اندر بجلی کی صورتحال میں نمایاں تبدیلی آئے گی۔ ان کے مطابق صارفین کی شکایات کے فوری ازالے کے لئے ایک ہیلپ لائن بھی قائم کی گئی ہے جس پر لوگ اپنی شکایات درج کر سکتے ہیں اور xyxy=(789,100,1162,561)
registration-dot xyxy=(1272,2364,1274,2374)
registration-dot xyxy=(1019,2364,1022,2374)
registration-dot xyxy=(483,2364,485,2374)
registration-dot xyxy=(1450,2364,1453,2374)
registration-dot xyxy=(1482,2364,1484,2374)
social-label: Daily Asian Mail xyxy=(583,61,738,85)
registration-dot xyxy=(94,2364,96,2374)
article-text: انسپکٹر کی سپرد گلباری کی تقریب کے بعد یہ نامہ نگاروں کے ساتھ بات کرتے ہوئے کہا کہ جاں بحق پولیس افسر کے اہل خانہ کے ساتھ ہماری ہمدردیاں ہیں اور ہم اس مشکل گھڑی میں ان کے ساتھ کھڑے ہیں۔ انہوں نے کہا کہ عسکریت پسندوں کی جانب سے اس طرح کی بزدلانہ کارروائیاں ہمارے حوصلوں کو پست نہیں کر سکتیں۔ انہوں نے کہا کہ پولیس ہمیشہ لوگوں کی حفاظت کے لئے پرعزم ہے۔ ایک سوال کے جواب میں موصوف نے کہا کہ ہم اس واقعے میں ملوث افراد کو کیفرکردار تک پہنچانے کے لئے ہر ممکن کوشش کریں گے اور جلد ہی ان کی نشاندہی کر لی جائے گی۔ انہوں نے کہا کہ امن و قانون کی بحالی عوام کی بنیادی ضرورت ہے اور پولیس عوام کے تعاون سے اس سمت میں آگے بڑھ رہی ہے۔ انہوں نے لوگوں سے اپیل کی کہ وہ افواہوں پر کان نہ دھریں اور کسی بھی مشکوک سرگرمی کی اطلاع فوری طور پر پولیس کو دیں۔ قابل ذکر ہے کہ پولیس انسپکٹر مسرور احمد وانی کی میت کو سری نگر پہنچانے کے بعد پولیس لائنز میں ایک پُروقار تقریب منعقد کی گئی جس میں پولیس کے اعلیٰ افسران نے شرکت کی اور شہید کو شاندار خراج عقیدت پیش کیا۔ xyxy=(1178,856,1551,1223)
continuation-heading: بقیہ نمبر 20 xyxy=(158,492,243,507)
article-text: پر رجوع کر سکتے ہیں۔ اس موقع پر پرنسپل سیکریٹری پاور، منیجنگ ڈائریکٹر جے کے پی ڈی سی اور دیگر سینئر افسران بھی موجود تھے۔ xyxy=(789,907,1162,944)
registration-dot xyxy=(399,2364,401,2374)
registration-dot xyxy=(178,2364,180,2374)
registration-dot xyxy=(1523,2364,1526,2374)
registration-dot xyxy=(1240,2364,1242,2374)
continuation-heading: بقیہ نمبر 16 xyxy=(544,826,629,841)
registration-dot xyxy=(294,2364,296,2374)
registration-dot xyxy=(462,2364,464,2374)
registration-dot xyxy=(1051,2364,1053,2374)
registration-dot xyxy=(609,2364,612,2374)
registration-dot xyxy=(851,2364,853,2374)
registration-dot xyxy=(1229,2364,1232,2374)
registration-dot xyxy=(652,2364,654,2374)
continuation-heading: بقیہ نمبر 19 xyxy=(158,176,243,192)
registration-dot xyxy=(1167,2364,1169,2374)
website-url: www.dtreportjk.com xyxy=(1026,881,1162,896)
registration-dot xyxy=(567,2364,569,2374)
registration-dot xyxy=(693,2364,695,2374)
footer-rule xyxy=(16,2355,1552,2356)
article-text: مرکزی بینک نے رواں مالی سال کے لئے کنزیومر پرائس بیسڈ افراط زر (CPI) کی بنیاد پر افراط زر کا تخمینہ 5.4 فیصد پر برقرار رکھا ہے۔ مانیٹری پالیسی کمیٹی نے اتفاق رائے سے ریپو ریٹ کو 6.5 فیصد پر برقرار رکھنے کا فیصلہ کیا۔ آر بی آئی گورنر نے کہا کہ مہنگائی کو قابو میں رکھنا ہماری ترجیح ہے اور معیشت مضبوط بنیادوں پر کھڑی ہے۔ انہوں نے کہا کہ رواں مالی سال کے لئے جی ڈی پی کی شرح نمو کا تخمینہ 7 فیصد کر دیا گیا ہے۔ (ایجنسیاں) xyxy=(789,987,1162,1142)
registration-dot xyxy=(63,2364,65,2374)
registration-dot xyxy=(31,2364,34,2374)
